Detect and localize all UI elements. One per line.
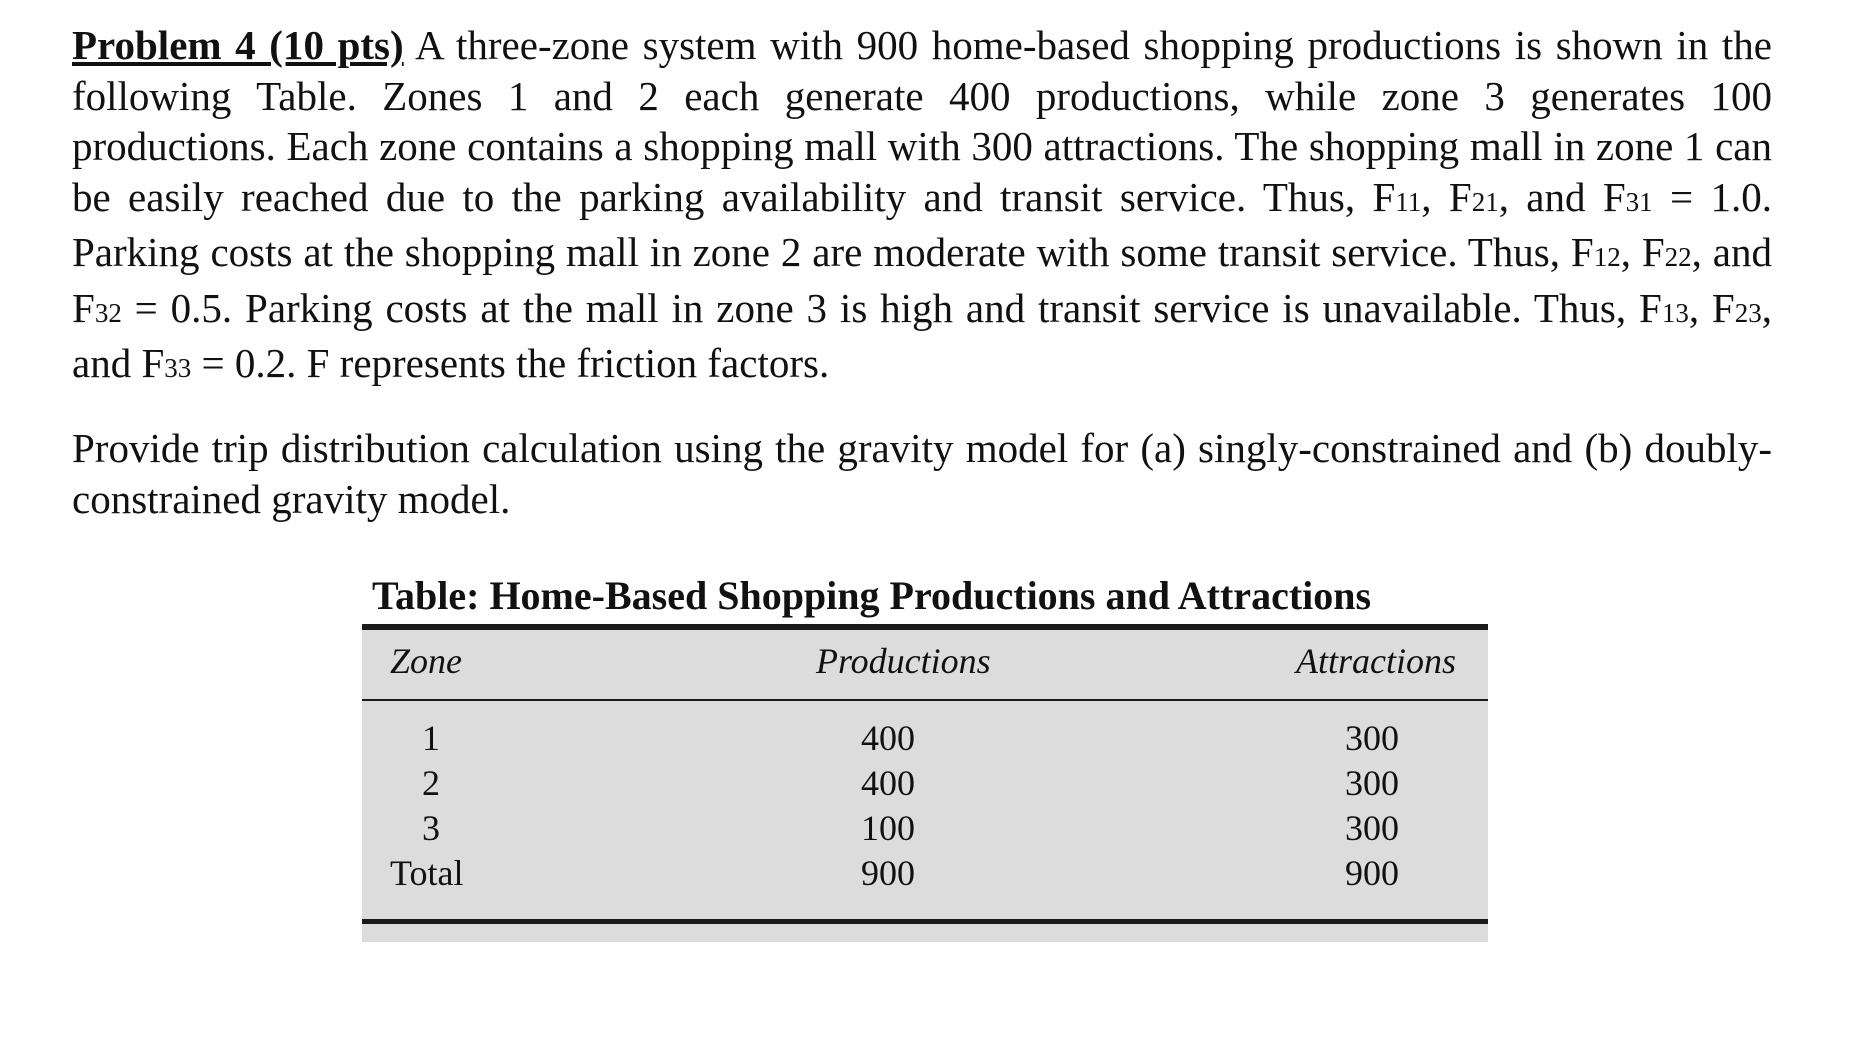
cell-zone: 3 (422, 808, 440, 848)
cell-zone: 2 (422, 763, 440, 803)
table-bottom-rule (362, 919, 1488, 924)
header-productions: Productions (816, 641, 991, 681)
table-title: Table: Home-Based Shopping Productions and Attractions (372, 573, 1372, 618)
problem-text: , and F (1498, 173, 1626, 220)
header-attractions: Attractions (1296, 641, 1456, 681)
problem-text: , and F (72, 284, 1772, 386)
cell-productions: 400 (861, 763, 915, 803)
problem-text: A three-zone system with 900 home-based shopping productions is shown in the following Table. Zones 1 and 2 each generate 400 productions, while zone 3 generates 100 productions. Each zone contains a shopping mall with 300 attractions. The shopping mall in zone 1 can be easily reached due to the parking availability and transit service. Thus, F (72, 22, 1772, 220)
subscript: 32 (94, 297, 122, 328)
cell-attractions-total: 900 (1345, 853, 1399, 893)
problem-text: , and F (72, 229, 1772, 331)
attractions-column (1342, 716, 1402, 896)
cell-productions: 400 (861, 718, 915, 758)
problem-text: , F (1688, 284, 1735, 331)
subscript: 11 (1395, 186, 1422, 217)
cell-attractions: 300 (1345, 718, 1399, 758)
zone-column (390, 716, 480, 896)
problem-text: = 0.2. F represents the friction factors. (191, 340, 830, 386)
subscript: 33 (164, 353, 192, 383)
subscript: 31 (1625, 186, 1653, 217)
problem-text: = 0.5. Parking costs at the mall in zone 3 is high and transit service is unavailable. Thus, F (121, 284, 1662, 331)
cell-attractions: 300 (1345, 808, 1399, 848)
table-top-rule (362, 624, 1488, 630)
cell-attractions: 300 (1345, 763, 1399, 803)
problem-statement (72, 20, 1772, 394)
table-header-rule (362, 699, 1488, 701)
cell-zone-total: Total (390, 853, 464, 893)
productions-column (858, 716, 918, 896)
problem-text: = 1.0. Parking costs at the shopping mall in zone 2 are moderate with some transit service. Thus, F (72, 173, 1773, 275)
subscript: 23 (1734, 297, 1762, 328)
problem-text: , F (1620, 229, 1665, 275)
subscript: 13 (1661, 297, 1689, 328)
cell-productions: 100 (861, 808, 915, 848)
cell-zone: 1 (422, 718, 440, 758)
header-zone: Zone (390, 641, 462, 681)
problem-heading: Problem 4 (10 pts) (72, 22, 404, 68)
subscript: 12 (1593, 242, 1621, 272)
question-text: Provide trip distribution calculation using the gravity model for (a) singly-constrained and (b) doubly-constrained gravity model. (72, 425, 1772, 522)
subscript: 22 (1664, 242, 1692, 272)
subscript: 21 (1471, 186, 1499, 217)
problem-text: , F (1421, 173, 1472, 220)
cell-productions-total: 900 (861, 853, 915, 893)
data-table (362, 624, 1488, 942)
